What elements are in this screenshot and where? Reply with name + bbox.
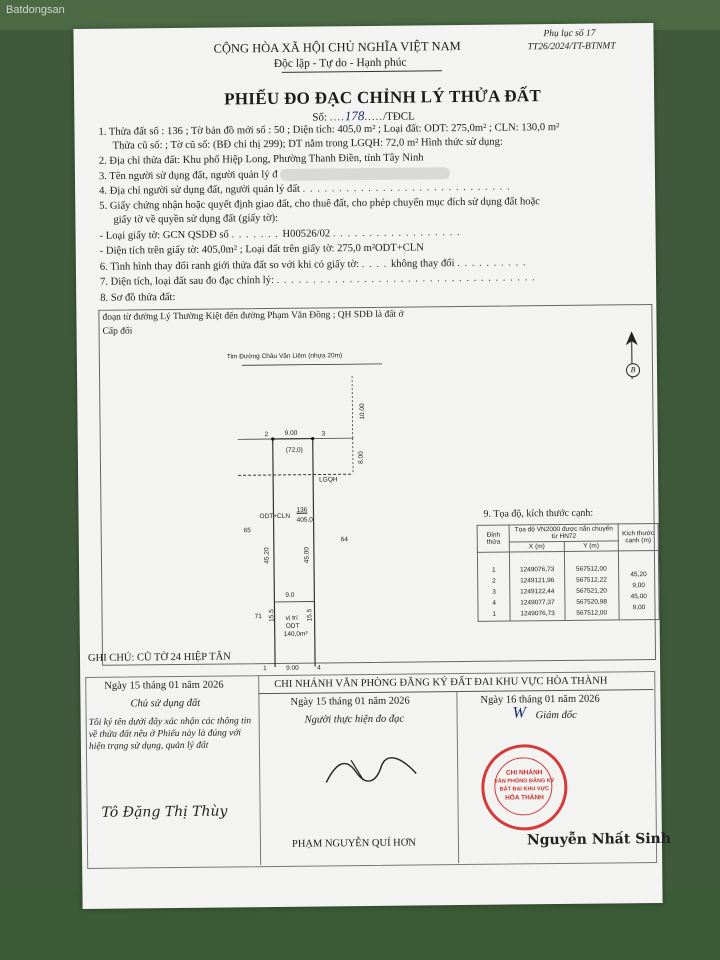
- inner-left-length-label: 15.5: [268, 609, 276, 622]
- circular-label: TT26/2024/TT-BTNMT: [527, 41, 616, 53]
- owner-label: 3. Tên người sử dụng đất, người quản lý đ: [98, 169, 278, 183]
- surveyor-date: Ngày 15 tháng 01 năm 2026: [290, 695, 410, 708]
- field-boundary-change: 6. Tình hình thay đổi ranh giới thửa đất so với khi có giấy tờ: . . . . không thay đổi . . . . . . . . . .: [99, 257, 527, 273]
- director-date: Ngày 16 tháng 01 năm 2026: [480, 693, 600, 706]
- surveyor-role: Người thực hiện đo đạc: [304, 713, 405, 726]
- owner-role: Chủ sử dụng đất: [130, 697, 201, 710]
- north-label: B: [626, 363, 640, 377]
- parcel-landuse-label: ODT+CLN: [259, 512, 291, 521]
- lgqh-label: LGQH: [319, 476, 338, 484]
- point-2-label: 2: [264, 431, 269, 439]
- surveyor-signature: [321, 751, 431, 792]
- field-address: 2. Địa chỉ thửa đất: Khu phố Hiệp Long, Phường Thanh Điền, tỉnh Tây Ninh: [98, 152, 424, 167]
- sketch-note-2: Cấp đổi: [102, 326, 133, 337]
- col-x: X (m): [510, 541, 564, 552]
- owner-date: Ngày 15 tháng 01 năm 2026: [104, 679, 224, 692]
- coords-title: 9. Tọa độ, kích thước cạnh:: [483, 507, 594, 520]
- left-length-label: 45.20: [263, 547, 271, 564]
- x-col: 1249076,73 1249121,96 1249122,44 1249077,37 1249076,73: [510, 551, 565, 621]
- lgqh-line: [238, 474, 353, 475]
- watermark-logo: Batdongsan: [6, 4, 65, 16]
- director-role: Giám đốc: [535, 709, 577, 722]
- director-initial: W: [512, 704, 527, 722]
- field-owner: [99, 167, 450, 183]
- doc-type-value: H00526/02: [282, 228, 331, 240]
- document-title: PHIẾU ĐO ĐẠC CHỈNH LÝ THỬA ĐẤT: [224, 86, 542, 109]
- point-col: 1 2 3 4 1: [477, 552, 510, 621]
- owner-declaration: Tôi ký tên dưới đây xác nhận các thông tin về thửa đất nêu ở Phiếu này là đúng với hiện trạng sử dụng, quản lý đất: [88, 716, 252, 752]
- stamp-line-3: ĐẤT ĐAI KHU VỰC: [499, 786, 550, 793]
- point-2-marker: [271, 437, 274, 440]
- field-doc-type: - Loại giấy tờ: GCN QSDĐ số . . . . . . . H00526/02 . . . . . . . . . . . . . . . . . .: [99, 227, 461, 242]
- redacted-name: [280, 167, 450, 181]
- bottom-width-label: 9.00: [286, 664, 299, 672]
- branch-title: CHI NHÁNH VĂN PHÒNG ĐĂNG KÝ ĐẤT ĐAI KHU VỰC HÒA THÀNH: [274, 675, 608, 690]
- inner-width-label: 9.0: [285, 591, 295, 599]
- odt-position-label: vị trí: [285, 614, 298, 622]
- so-value: 178: [344, 108, 365, 124]
- lgqh-offset-label: 8.00: [357, 451, 365, 464]
- field-parcel: 1. Thửa đất số : 136 ; Tờ bản đồ mới số : 50 ; Diện tích: 405,0 m² ; Loại đất: ODT: 275,0m² ; CLN: 130,0 m²: [98, 121, 560, 138]
- neighbor-64-label: 64: [340, 536, 349, 544]
- so-suffix: /TĐCL: [382, 110, 415, 123]
- field-sketch: 8. Sơ đồ thửa đất:: [100, 292, 176, 304]
- owner-address-label: 4. Địa chỉ người sử dụng đất, người quản lý đất: [99, 183, 301, 197]
- odt-area-label: 140,0m²: [283, 630, 308, 638]
- surveyor-name: PHẠM NGUYỄN QUÍ HƠN: [291, 837, 416, 850]
- right-length-label: 45.00: [303, 546, 311, 564]
- point-4-label: 4: [317, 664, 321, 672]
- parcel-area-label: 405,0: [296, 516, 313, 524]
- stamp-line-4: HÒA THÀNH: [505, 794, 544, 802]
- field-owner-address: 4. Địa chỉ người sử dụng đất, người quản lý đất . . . . . . . . . . . . . . . . . . . . . . . . . . . . .: [99, 181, 511, 197]
- point-1-label: 1: [263, 665, 267, 673]
- appendix-label: Phụ lục số 17: [543, 28, 596, 40]
- road-offset-line: [352, 376, 353, 438]
- odt-label: ODT: [285, 622, 300, 630]
- boundary-label: 6. Tình hình thay đổi ranh giới thửa đất so với khi có giấy tờ:: [99, 259, 360, 273]
- field-certificate-2: giấy tờ về quyền sử dụng đất (giấy tờ):: [113, 212, 279, 226]
- point-3-label: 3: [321, 430, 326, 438]
- official-stamp: [481, 744, 568, 831]
- neighbor-71-label: 71: [254, 613, 262, 621]
- motto: Độc lập - Tự do - Hạnh phúc: [273, 56, 407, 70]
- neighbor-65-label: 65: [243, 527, 251, 535]
- stamp-line-2: VĂN PHÒNG ĐĂNG KÝ: [494, 778, 555, 785]
- field-doc-area: - Diện tích trên giấy tờ: 405,0m² ; Loại đất trên giấy tờ: 275,0 m²ODT+CLN: [99, 242, 424, 257]
- field-certificate: 5. Giấy chứng nhận hoặc quyết định giao đất, cho thuê đất, cho phép chuyển mục đích sử dụng đất hoặc: [99, 196, 541, 212]
- survey-document: [73, 23, 672, 909]
- sketch-note-1: đoạn từ đường Lý Thường Kiệt đến đường Phạm Văn Đồng ; QH SDĐ là đất ở: [102, 309, 404, 323]
- road-centerline: [242, 364, 382, 365]
- parcel-number-label: 136: [296, 506, 308, 514]
- director-name: Nguyễn Nhất Sinh: [526, 830, 672, 849]
- doc-type-label: - Loại giấy tờ: GCN QSDĐ số: [99, 229, 229, 242]
- field-area-after: 7. Diện tích, loại đất sau đo đạc chỉnh lý: . . . . . . . . . . . . . . . . . . . . . . . . . . . . . . . . . . . .: [100, 272, 536, 288]
- field-old-parcel: Thửa cũ số: ; Tờ cũ số: (BĐ chỉ thị 299); DT nằm trong LGQH: 72,0 m² Hình thức sử dụng:: [112, 136, 503, 152]
- length-col: 45,20 9,00 45,00 9,00: [618, 550, 659, 619]
- republic-heading: CỘNG HÒA XÃ HỘI CHỦ NGHĨA VIỆT NAM: [213, 39, 461, 56]
- point-3-marker: [311, 437, 314, 440]
- owner-signature: Tô Đặng Thị Thùy: [101, 803, 228, 821]
- lgqh-area-label: (72,0): [285, 446, 303, 454]
- table-row: [477, 550, 659, 621]
- stamp-line-1: CHI NHÁNH: [505, 769, 543, 777]
- document-number: Số: ....178...../TĐCL: [312, 108, 415, 124]
- note-old-sheet: GHI CHÚ: CŨ TỜ 24 HIỆP TÂN: [87, 651, 231, 664]
- top-width-label: 9.00: [284, 429, 298, 437]
- boundary-value: không thay đổi: [390, 258, 455, 270]
- col-y: Y (m): [564, 541, 618, 552]
- col-point: Đỉnh thửa: [477, 525, 510, 552]
- road-label: Tim Đường Châu Văn Liêm (nhựa 20m): [226, 352, 343, 361]
- motto-underline: [282, 70, 442, 73]
- road-offset-label: 10.00: [358, 403, 367, 420]
- coordinates-table: [477, 523, 660, 622]
- so-label: Số:: [312, 111, 328, 124]
- col-length: Kích thước cạnh (m): [618, 523, 658, 550]
- inner-right-length-label: 15.5: [306, 608, 314, 622]
- area-after-label: 7. Diện tích, loại đất sau đo đạc chỉnh lý:: [100, 274, 274, 288]
- y-col: 567512,00 567512,22 567521,20 567520,98 567512,00: [564, 551, 619, 621]
- col-coord-system: Tọa độ VN2000 được nắn chuyển từ HN72: [509, 524, 618, 542]
